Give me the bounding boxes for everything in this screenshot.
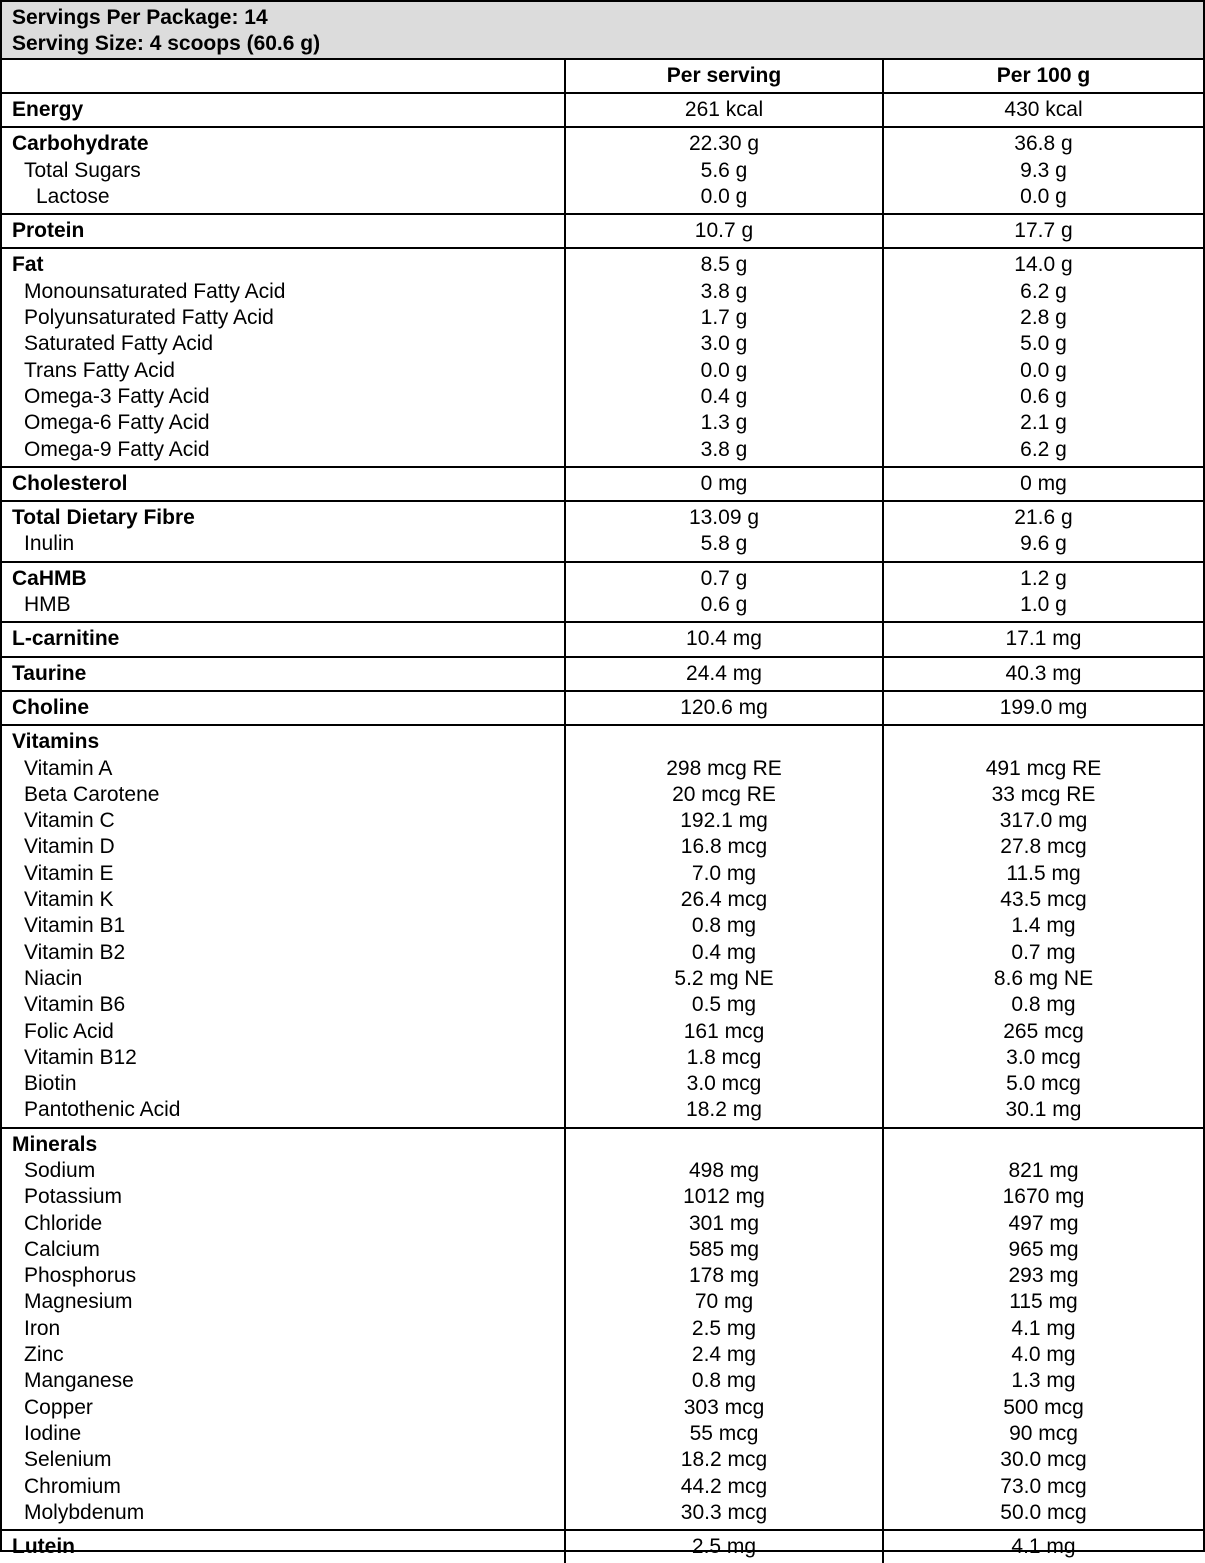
per-serving-value-biotin: 3.0 mcg [686, 1072, 762, 1096]
per-100g-value-potassium: 1670 mg [1002, 1185, 1085, 1209]
serving-info-header [2, 2, 1203, 60]
per-100g-value-minerals [884, 1132, 1203, 1158]
section-minerals [2, 1129, 1203, 1531]
nutrient-label-potassium: Potassium [24, 1185, 123, 1209]
per-100g-value-cahmb: 1.2 g [1020, 566, 1067, 590]
nutrient-label-biotin: Biotin [24, 1072, 77, 1096]
nutrient-labels [2, 249, 566, 465]
per-serving-value-minerals [566, 1132, 882, 1158]
per-100g-value-sodium: 821 mg [1008, 1158, 1079, 1182]
per-serving-value-carbohydrate: 22.30 g [688, 132, 760, 156]
per-serving-values [566, 563, 884, 622]
nutrient-label-omega-3-fatty-acid: Omega-3 Fatty Acid [24, 384, 210, 408]
per-serving-values [566, 726, 884, 1126]
section-protein [2, 215, 1203, 249]
per-100g-values [884, 249, 1203, 465]
per-serving-value-total-sugars: 5.6 g [700, 158, 748, 182]
serving-size: Serving Size: 4 scoops (60.6 g) [12, 32, 321, 55]
nutrient-label-vitamin-b6: Vitamin B6 [24, 993, 126, 1017]
per-serving-value-chromium: 44.2 mcg [680, 1474, 768, 1498]
nutrient-label-folic-acid: Folic Acid [24, 1019, 114, 1043]
section-cholesterol [2, 468, 1203, 502]
per-serving-value-pantothenic-acid: 18.2 mg [686, 1098, 762, 1122]
nutrient-label-lactose: Lactose [36, 184, 110, 208]
nutrient-label-cahmb: CaHMB [12, 566, 87, 590]
per-100g-values [884, 1531, 1203, 1563]
per-100g-value-chromium: 73.0 mcg [1000, 1474, 1087, 1498]
section-carbohydrate [2, 128, 1203, 215]
per-serving-values [566, 692, 884, 724]
nutrient-label-magnesium: Magnesium [24, 1290, 133, 1314]
per-serving-values [566, 1531, 884, 1563]
per-100g-value-pantothenic-acid: 30.1 mg [1005, 1098, 1082, 1122]
per-serving-value-fat: 8.5 g [700, 253, 748, 277]
per-serving-value-magnesium: 70 mg [694, 1290, 754, 1314]
per-100g-value-copper: 500 mcg [1003, 1395, 1084, 1419]
per-serving-value-potassium: 1012 mg [683, 1185, 765, 1209]
nutrient-label-omega-9-fatty-acid: Omega-9 Fatty Acid [24, 437, 210, 461]
per-100g-value-energy: 430 kcal [1004, 98, 1083, 121]
per-100g-value-omega-3-fatty-acid: 0.6 g [1020, 384, 1067, 408]
per-serving-value-lactose: 0.0 g [700, 184, 748, 208]
per-100g-value-fat: 14.0 g [1014, 253, 1073, 277]
per-serving-values [566, 468, 884, 500]
per-100g-value-phosphorus: 293 mg [1008, 1264, 1079, 1288]
per-100g-value-vitamin-a: 491 mcg RE [985, 756, 1102, 780]
per-serving-values [566, 215, 884, 247]
per-serving-values [566, 623, 884, 655]
per-serving-value-vitamin-b1: 0.8 mg [691, 914, 757, 938]
section-cahmb [2, 563, 1203, 624]
per-serving-value-beta-carotene: 20 mcg RE [672, 782, 776, 806]
per-100g-value-saturated-fatty-acid: 5.0 g [1020, 332, 1067, 356]
nutrient-label-niacin: Niacin [24, 966, 83, 990]
per-serving-values [566, 128, 884, 213]
per-100g-value-folic-acid: 265 mcg [1003, 1019, 1084, 1043]
nutrient-label-protein: Protein [12, 219, 85, 243]
per-serving-value-vitamin-b6: 0.5 mg [691, 993, 757, 1017]
per-100g-values [884, 692, 1203, 724]
per-100g-values [884, 623, 1203, 655]
per-serving-value-omega-3-fatty-acid: 0.4 g [700, 384, 748, 408]
nutrient-label-iodine: Iodine [24, 1421, 82, 1445]
per-100g-value-omega-6-fatty-acid: 2.1 g [1020, 411, 1067, 435]
per-serving-value-vitamin-a: 298 mcg RE [666, 756, 782, 780]
per-100g-values [884, 726, 1203, 1126]
per-serving-value-omega-6-fatty-acid: 1.3 g [700, 411, 748, 435]
per-100g-value-vitamin-b2: 0.7 mg [1011, 940, 1076, 964]
per-100g-values [884, 658, 1203, 690]
nutrient-label-lutein: Lutein [12, 1535, 75, 1559]
per-serving-value-total-dietary-fibre: 13.09 g [688, 506, 760, 530]
per-100g-value-niacin: 8.6 mg NE [993, 966, 1094, 990]
per-100g-value-carbohydrate: 36.8 g [1014, 132, 1073, 156]
per-100g-values [884, 468, 1203, 500]
per-100g-value-molybdenum: 50.0 mcg [1000, 1500, 1087, 1524]
nutrient-label-selenium: Selenium [24, 1448, 112, 1472]
nutrient-label-chloride: Chloride [24, 1211, 103, 1235]
nutrient-label-calcium: Calcium [24, 1237, 100, 1261]
nutrient-labels [2, 468, 566, 500]
per-serving-values [566, 658, 884, 690]
column-header-per-100g: Per 100 g [996, 64, 1091, 87]
per-100g-value-zinc: 4.0 mg [1011, 1343, 1076, 1367]
nutrient-labels [2, 128, 566, 213]
per-100g-value-vitamin-d: 27.8 mcg [1000, 835, 1087, 859]
per-serving-values [566, 1129, 884, 1529]
per-serving-value-folic-acid: 161 mcg [683, 1019, 765, 1043]
section-l-carnitine [2, 623, 1203, 657]
per-serving-value-vitamins [566, 729, 882, 755]
per-serving-value-vitamin-b12: 1.8 mcg [686, 1045, 762, 1069]
per-serving-value-protein: 10.7 g [694, 219, 754, 243]
per-serving-value-iron: 2.5 mg [691, 1316, 757, 1340]
nutrient-table-body [2, 94, 1203, 1563]
per-serving-value-cahmb: 0.7 g [700, 566, 748, 590]
per-100g-value-lactose: 0.0 g [1020, 184, 1067, 208]
nutrient-label-vitamin-d: Vitamin D [24, 835, 115, 859]
per-serving-value-copper: 303 mcg [683, 1395, 765, 1419]
per-100g-value-vitamin-c: 317.0 mg [999, 809, 1088, 833]
per-serving-value-iodine: 55 mcg [689, 1421, 759, 1445]
per-100g-value-total-sugars: 9.3 g [1020, 158, 1067, 182]
per-100g-value-vitamin-b6: 0.8 mg [1011, 993, 1076, 1017]
per-100g-value-calcium: 965 mg [1008, 1237, 1079, 1261]
per-serving-value-vitamin-b2: 0.4 mg [691, 940, 757, 964]
per-serving-value-vitamin-k: 26.4 mcg [680, 888, 768, 912]
per-100g-value-monounsaturated-fatty-acid: 6.2 g [1020, 279, 1067, 303]
per-100g-value-total-dietary-fibre: 21.6 g [1014, 506, 1073, 530]
per-serving-value-vitamin-e: 7.0 mg [691, 861, 757, 885]
per-serving-value-calcium: 585 mg [688, 1237, 760, 1261]
per-serving-values [566, 94, 884, 126]
nutrient-labels [2, 502, 566, 561]
column-header-nutrient [2, 60, 566, 92]
nutrient-labels [2, 215, 566, 247]
per-100g-values [884, 502, 1203, 561]
per-100g-value-hmb: 1.0 g [1020, 593, 1067, 617]
nutrient-label-manganese: Manganese [24, 1369, 134, 1393]
per-100g-value-trans-fatty-acid: 0.0 g [1020, 358, 1067, 382]
nutrient-label-copper: Copper [24, 1395, 93, 1419]
per-serving-value-cholesterol: 0 mg [700, 471, 748, 495]
per-100g-value-vitamins [884, 729, 1203, 755]
section-choline [2, 692, 1203, 726]
section-taurine [2, 658, 1203, 692]
nutrient-label-fat: Fat [12, 253, 44, 277]
per-serving-value-selenium: 18.2 mcg [680, 1448, 768, 1472]
per-serving-value-choline: 120.6 mg [680, 695, 768, 719]
per-serving-value-hmb: 0.6 g [700, 593, 748, 617]
nutrient-label-trans-fatty-acid: Trans Fatty Acid [24, 358, 175, 382]
section-energy [2, 94, 1203, 128]
per-100g-value-protein: 17.7 g [1014, 219, 1073, 243]
per-100g-values [884, 128, 1203, 213]
per-serving-value-molybdenum: 30.3 mcg [680, 1500, 768, 1524]
nutrient-labels [2, 726, 566, 1126]
per-serving-value-saturated-fatty-acid: 3.0 g [700, 332, 748, 356]
nutrient-label-minerals: Minerals [12, 1132, 98, 1156]
nutrient-label-omega-6-fatty-acid: Omega-6 Fatty Acid [24, 411, 210, 435]
per-serving-value-omega-9-fatty-acid: 3.8 g [700, 437, 748, 461]
per-serving-value-energy: 261 kcal [684, 98, 764, 121]
nutrient-label-taurine: Taurine [12, 661, 87, 685]
per-100g-value-manganese: 1.3 mg [1011, 1369, 1076, 1393]
nutrient-labels [2, 623, 566, 655]
per-100g-value-vitamin-k: 43.5 mcg [1000, 888, 1087, 912]
per-serving-value-vitamin-c: 192.1 mg [680, 809, 768, 833]
nutrient-labels [2, 692, 566, 724]
per-100g-values [884, 1129, 1203, 1529]
per-100g-value-cholesterol: 0 mg [1020, 471, 1067, 495]
per-100g-value-vitamin-b1: 1.4 mg [1011, 914, 1076, 938]
nutrient-label-vitamin-c: Vitamin C [24, 809, 115, 833]
per-serving-values [566, 502, 884, 561]
nutrient-label-vitamin-b2: Vitamin B2 [24, 940, 126, 964]
nutrient-labels [2, 658, 566, 690]
per-100g-value-vitamin-e: 11.5 mg [1006, 861, 1081, 885]
per-serving-value-lutein: 2.5 mg [691, 1535, 757, 1559]
nutrient-label-pantothenic-acid: Pantothenic Acid [24, 1098, 181, 1122]
nutrient-label-vitamin-e: Vitamin E [24, 861, 114, 885]
per-serving-value-inulin: 5.8 g [700, 532, 748, 556]
nutrient-label-molybdenum: Molybdenum [24, 1500, 145, 1524]
per-serving-value-l-carnitine: 10.4 mg [686, 627, 762, 651]
per-100g-values [884, 215, 1203, 247]
nutrient-label-cholesterol: Cholesterol [12, 471, 128, 495]
column-header-row [2, 60, 1203, 94]
per-serving-value-sodium: 498 mg [688, 1158, 760, 1182]
nutrient-label-vitamins: Vitamins [12, 730, 100, 754]
per-serving-value-trans-fatty-acid: 0.0 g [700, 358, 748, 382]
nutrient-labels [2, 1531, 566, 1563]
nutrient-label-hmb: HMB [24, 593, 71, 617]
per-100g-value-choline: 199.0 mg [999, 695, 1088, 719]
per-100g-value-magnesium: 115 mg [1009, 1290, 1078, 1314]
nutrient-label-iron: Iron [24, 1316, 61, 1340]
section-total-dietary-fibre [2, 502, 1203, 563]
nutrient-label-total-sugars: Total Sugars [24, 158, 141, 182]
per-serving-values [566, 249, 884, 465]
per-100g-value-l-carnitine: 17.1 mg [1005, 627, 1082, 651]
per-100g-value-beta-carotene: 33 mcg RE [991, 782, 1096, 806]
nutrient-label-vitamin-b1: Vitamin B1 [24, 914, 126, 938]
per-serving-value-phosphorus: 178 mg [688, 1264, 760, 1288]
nutrient-labels [2, 1129, 566, 1529]
column-header-per-serving: Per serving [566, 60, 884, 92]
nutrient-label-choline: Choline [12, 695, 89, 719]
nutrient-label-vitamin-b12: Vitamin B12 [24, 1045, 137, 1069]
nutrient-label-saturated-fatty-acid: Saturated Fatty Acid [24, 332, 214, 356]
nutrient-label-carbohydrate: Carbohydrate [12, 132, 149, 156]
nutrient-label-l-carnitine: L-carnitine [12, 627, 120, 651]
nutrient-label-chromium: Chromium [24, 1474, 121, 1498]
per-100g-values [884, 563, 1203, 622]
nutrient-label-inulin: Inulin [24, 532, 75, 556]
nutrient-label-monounsaturated-fatty-acid: Monounsaturated Fatty Acid [24, 279, 286, 303]
per-100g-value-selenium: 30.0 mcg [1000, 1448, 1087, 1472]
nutrient-label-total-dietary-fibre: Total Dietary Fibre [12, 506, 195, 530]
per-100g-value-omega-9-fatty-acid: 6.2 g [1020, 437, 1067, 461]
nutrient-label-vitamin-k: Vitamin K [24, 888, 114, 912]
section-vitamins [2, 726, 1203, 1128]
per-100g-value-lutein: 4.1 mg [1011, 1535, 1076, 1559]
servings-per-package: Servings Per Package: 14 [12, 6, 268, 29]
per-100g-value-inulin: 9.6 g [1020, 532, 1067, 556]
per-serving-value-chloride: 301 mg [688, 1211, 760, 1235]
nutrient-labels [2, 563, 566, 622]
per-serving-value-niacin: 5.2 mg NE [674, 966, 774, 990]
per-100g-values [884, 94, 1203, 126]
section-lutein [2, 1531, 1203, 1563]
nutrient-label-energy: Energy [12, 98, 84, 121]
per-serving-value-zinc: 2.4 mg [691, 1343, 757, 1367]
nutrient-label-zinc: Zinc [24, 1343, 64, 1367]
per-serving-value-monounsaturated-fatty-acid: 3.8 g [700, 279, 748, 303]
nutrient-label-sodium: Sodium [24, 1158, 96, 1182]
per-100g-value-iron: 4.1 mg [1011, 1316, 1076, 1340]
per-100g-value-taurine: 40.3 mg [1005, 661, 1082, 685]
per-serving-value-polyunsaturated-fatty-acid: 1.7 g [700, 306, 748, 330]
per-100g-value-polyunsaturated-fatty-acid: 2.8 g [1020, 306, 1067, 330]
per-100g-value-chloride: 497 mg [1008, 1211, 1079, 1235]
per-serving-value-vitamin-d: 16.8 mcg [680, 835, 768, 859]
nutrient-labels [2, 94, 566, 126]
per-100g-value-iodine: 90 mcg [1009, 1421, 1078, 1445]
per-100g-value-biotin: 5.0 mcg [1006, 1072, 1081, 1096]
section-fat [2, 249, 1203, 467]
nutrient-label-polyunsaturated-fatty-acid: Polyunsaturated Fatty Acid [24, 306, 274, 330]
per-100g-value-vitamin-b12: 3.0 mcg [1006, 1045, 1081, 1069]
per-serving-value-manganese: 0.8 mg [691, 1369, 757, 1393]
nutrient-label-vitamin-a: Vitamin A [24, 756, 113, 780]
nutrient-label-beta-carotene: Beta Carotene [24, 782, 160, 806]
nutrient-label-phosphorus: Phosphorus [24, 1264, 137, 1288]
per-serving-value-taurine: 24.4 mg [686, 661, 762, 685]
